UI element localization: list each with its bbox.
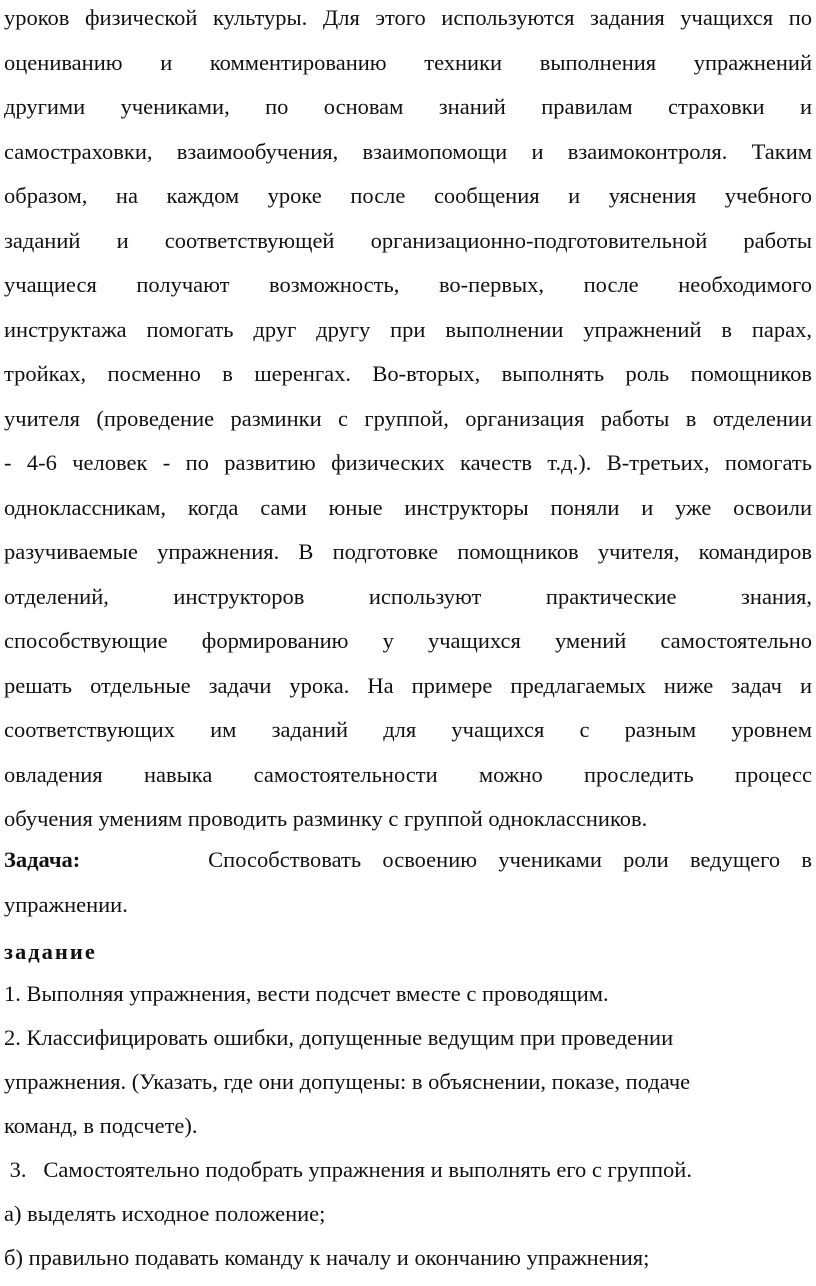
paragraph-line: способствующие формированию у учащихся умений самостоятельно xyxy=(4,628,812,653)
paragraph-line: отделений, инструкторов используют практические знания, xyxy=(4,583,812,609)
task-text xyxy=(4,838,812,927)
assignment-block xyxy=(4,930,812,974)
task-line-2: упражнении. xyxy=(4,891,128,917)
paragraph-line: учащиеся получают возможность, во-первых, после необходимого xyxy=(4,272,812,297)
paragraph-line: инструктажа помогать друг другу при выполнении упражнений в парах, xyxy=(4,316,812,342)
assignment-item: упражнения. (Указать, где они допущены: в объяснении, показе, подаче xyxy=(4,1069,691,1094)
paragraph-line: самостраховки, взаимообучения, взаимопомощи и взаимоконтроля. Таким xyxy=(4,138,812,164)
paragraph-line: одноклассникам, когда сами юные инструкторы поняли и уже освоили xyxy=(4,494,812,520)
paragraph-line: решать отдельные задачи урока. На примере предлагаемых ниже задач и xyxy=(4,672,812,698)
paragraph-line: другими учениками, по основам знаний правилам страховки и xyxy=(4,94,812,119)
paragraph-line: - 4-6 человек - по развитию физических качеств т.д.). В-третьих, помогать xyxy=(4,450,812,475)
paragraph-line: учителя (проведение разминки с группой, организация работы в отделении xyxy=(4,405,812,431)
task-line-1 xyxy=(4,838,812,883)
paragraph-line: соответствующих им заданий для учащихся с разным уровнем xyxy=(4,717,812,742)
paragraph-line: тройках, посменно в шеренгах. Во-вторых, выполнять роль помощников xyxy=(4,361,812,386)
assignment-item: команд, в подсчете). xyxy=(4,1113,198,1138)
assignment-heading: задание xyxy=(4,939,97,964)
assignment-item: 2. Классифицировать ошибки, допущенные ведущим при проведении xyxy=(4,1025,674,1050)
assignment-item: а) выделять исходное положение; xyxy=(4,1201,326,1226)
assignment-item: 3. Самостоятельно подобрать упражнения и выполнять его с группой. xyxy=(4,1157,692,1182)
paragraph-line: обучения умениям проводить разминку с группой одноклассников. xyxy=(4,806,648,831)
paragraph-line: заданий и соответствующей организационно-подготовительной работы xyxy=(4,227,812,253)
assignment-item: б) правильно подавать команду к началу и окончанию упражнения; xyxy=(4,1245,650,1270)
assignment-list xyxy=(4,972,812,1280)
task-label: Задача: xyxy=(4,847,81,872)
paragraph-line: разучиваемые упражнения. В подготовке помощников учителя, командиров xyxy=(4,539,812,564)
main-paragraph xyxy=(4,0,812,842)
paragraph-line: образом, на каждом уроке после сообщения и уяснения учебного xyxy=(4,183,812,208)
main-paragraph-text xyxy=(4,0,812,842)
paragraph-line: оцениванию и комментированию техники выполнения упражнений xyxy=(4,49,812,75)
paragraph-line: овладения навыка самостоятельности можно проследить процесс xyxy=(4,761,812,787)
paragraph-line: уроков физической культуры. Для этого используются задания учащихся по xyxy=(4,5,812,30)
task-block xyxy=(4,838,812,927)
assignment-item: 1. Выполняя упражнения, вести подсчет вместе с проводящим. xyxy=(4,981,609,1006)
task-description: Способствовать освоению учениками роли ведущего в xyxy=(208,847,813,872)
